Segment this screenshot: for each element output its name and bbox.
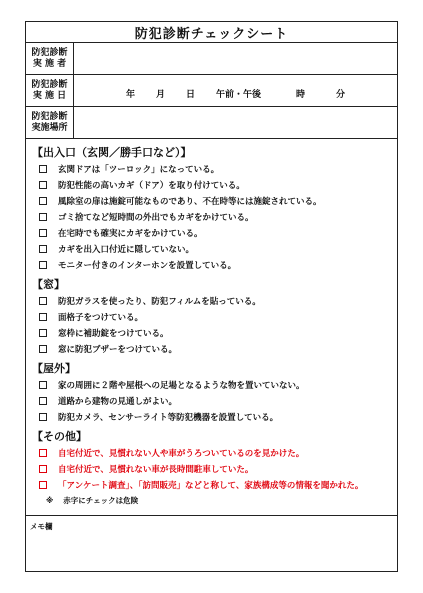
check-item: 道路から建物の見通しがよい。 [32,393,397,409]
check-item: 風除室の扉は施錠可能なものであり、不在時等には施錠されている。 [32,193,397,209]
checkbox [39,181,47,189]
check-item: カギを出入口付近に隠していない。 [32,241,397,257]
note-mark: ※ [46,496,54,505]
danger-check-item: 「アンケート調査」、「訪問販売」などと称して、家族構成等の情報を聞かれた。 [32,477,397,493]
place-value [74,107,397,138]
note-text: 赤字にチェックは危険 [63,496,139,505]
checkbox [39,465,47,473]
checkbox [39,481,47,489]
checkbox [39,165,47,173]
checkbox [39,197,47,205]
checkbox [39,345,47,353]
minute-unit: 分 [336,90,346,100]
check-item: 在宅時でも確実にカギをかけている。 [32,225,397,241]
memo-label: メモ欄 [30,522,53,531]
checkbox [39,329,47,337]
date-value [74,75,397,106]
checkbox [39,397,47,405]
check-item: 防犯カメラ、センサーライト等防犯機器を設置している。 [32,409,397,425]
section-title-outdoor: 【屋外】 [32,362,76,375]
section-title-entrance: 【出入口（玄関／勝手口など）】 [32,146,192,159]
checkbox [39,229,47,237]
ampm-option: 午前・午後 [216,90,262,100]
checkbox [39,449,47,457]
danger-check-item: 自宅付近で、見慣れない車が長時間駐車していた。 [32,461,397,477]
month-unit: 月 [156,90,166,100]
check-item: 玄関ドアは「ツーロック」になっている。 [32,161,397,177]
inspector-row [26,43,397,75]
check-item: 家の周囲に２階や屋根への足場となるような物を置いていない。 [32,377,397,393]
inspector-value [74,43,397,74]
check-item: 窓に防犯ブザーをつけている。 [32,341,397,357]
checkbox [39,297,47,305]
checkbox [39,381,47,389]
place-row [26,107,397,139]
danger-check-item: 自宅付近で、見慣れない人や車がうろついているのを見かけた。 [32,445,397,461]
date-row [26,75,397,107]
check-item: モニター付きのインターホンを設置している。 [32,257,397,273]
checkbox [39,261,47,269]
section-title-window: 【窓】 [32,278,65,291]
checkbox [39,313,47,321]
sheet-title: 防犯診断チェックシート [26,22,397,43]
section-title-other: 【その他】 [32,430,87,443]
hour-unit: 時 [296,90,306,100]
check-item: 防犯性能の高いカギ（ドア）を取り付けている。 [32,177,397,193]
checkbox [39,245,47,253]
checkbox [39,213,47,221]
year-unit: 年 [126,90,136,100]
place-label: 防犯診断 実施場所 [26,107,74,138]
checklist-area [26,139,397,516]
check-item: 防犯ガラスを使ったり、防犯フィルムを貼っている。 [32,293,397,309]
memo-area [26,516,397,537]
day-unit: 日 [186,90,196,100]
danger-note [32,495,397,506]
check-item: 窓枠に補助錠をつけている。 [32,325,397,341]
checkbox [39,413,47,421]
check-item: 面格子をつけている。 [32,309,397,325]
check-item: ゴミ捨てなど短時間の外出でもカギをかけている。 [32,209,397,225]
checklist-sheet [25,21,398,572]
inspector-label: 防犯診断 実 施 者 [26,43,74,74]
date-label: 防犯診断 実 施 日 [26,75,74,106]
